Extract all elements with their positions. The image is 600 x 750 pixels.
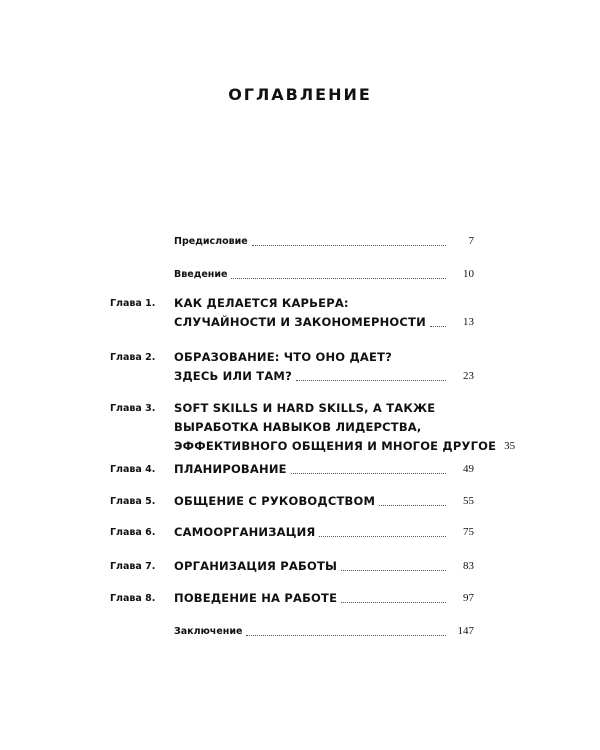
dot-leader bbox=[341, 569, 446, 571]
page-number: 55 bbox=[463, 495, 474, 507]
entry-last-line bbox=[174, 589, 474, 608]
page-number: 97 bbox=[463, 592, 474, 604]
entry-title-line: ПЛАНИРОВАНИЕ bbox=[174, 462, 287, 476]
chapter-number: Глава 3. bbox=[110, 403, 156, 414]
entry-title-line: SOFT SKILLS И HARD SKILLS, А ТАКЖЕ bbox=[174, 401, 436, 415]
entry-last-line bbox=[174, 437, 516, 456]
page-number: 147 bbox=[457, 625, 474, 637]
page-number: 13 bbox=[463, 316, 474, 328]
dot-leader bbox=[246, 634, 446, 636]
entry-body bbox=[174, 460, 474, 479]
chapter-number: Глава 2. bbox=[110, 352, 156, 363]
entry-body bbox=[174, 348, 474, 386]
entry-body bbox=[174, 523, 474, 542]
chapter-number: Глава 8. bbox=[110, 593, 156, 604]
chapter-number: Глава 6. bbox=[110, 527, 156, 538]
entry-title-line: ЭФФЕКТИВНОГО ОБЩЕНИЯ И МНОГОЕ ДРУГОЕ bbox=[174, 439, 497, 453]
entry-last-line bbox=[174, 492, 474, 511]
entry-body bbox=[174, 557, 474, 576]
entry-title-line: ОБЩЕНИЕ С РУКОВОДСТВОМ bbox=[174, 494, 376, 508]
dot-leader bbox=[296, 379, 446, 381]
entry-last-line bbox=[174, 367, 474, 386]
dot-leader bbox=[252, 244, 446, 246]
entry-last-line bbox=[174, 523, 474, 542]
entry-title-line: ПОВЕДЕНИЕ НА РАБОТЕ bbox=[174, 591, 338, 605]
entry-title-line: Заключение bbox=[174, 626, 243, 637]
entry-title-line: ОРГАНИЗАЦИЯ РАБОТЫ bbox=[174, 559, 338, 573]
entry-last-line bbox=[174, 460, 474, 479]
dot-leader bbox=[379, 504, 446, 506]
page-number: 35 bbox=[504, 440, 516, 452]
chapter-number: Глава 5. bbox=[110, 496, 156, 507]
entry-last-line bbox=[174, 265, 474, 284]
entry-title-line: ВЫРАБОТКА НАВЫКОВ ЛИДЕРСТВА, bbox=[174, 420, 422, 434]
page-number: 83 bbox=[463, 560, 474, 572]
chapter-number: Глава 4. bbox=[110, 464, 156, 475]
chapter-number: Глава 1. bbox=[110, 298, 156, 309]
entry-body bbox=[174, 232, 474, 251]
entry-title-line: ОБРАЗОВАНИЕ: ЧТО ОНО ДАЕТ? bbox=[174, 350, 393, 364]
dot-leader bbox=[231, 277, 446, 279]
entry-body bbox=[174, 622, 474, 641]
entry-body bbox=[174, 492, 474, 511]
entry-title-line: КАК ДЕЛАЕТСЯ КАРЬЕРА: bbox=[174, 296, 349, 310]
entry-body bbox=[174, 399, 516, 456]
entry-last-line bbox=[174, 232, 474, 251]
entry-body bbox=[174, 589, 474, 608]
page-number: 75 bbox=[463, 526, 474, 538]
entry-last-line bbox=[174, 313, 474, 332]
entry-title-line: Предисловие bbox=[174, 236, 248, 247]
dot-leader bbox=[319, 535, 446, 537]
dot-leader bbox=[341, 601, 446, 603]
entry-body bbox=[174, 265, 474, 284]
dot-leader bbox=[430, 325, 446, 327]
entry-body bbox=[174, 294, 474, 332]
entry-title-line: САМООРГАНИЗАЦИЯ bbox=[174, 525, 316, 539]
page-number: 10 bbox=[463, 268, 474, 280]
chapter-number: Глава 7. bbox=[110, 561, 156, 572]
entry-last-line bbox=[174, 557, 474, 576]
dot-leader bbox=[291, 472, 446, 474]
page-title: ОГЛАВЛЕНИЕ bbox=[228, 85, 372, 104]
page-number: 7 bbox=[468, 235, 474, 247]
entry-title-line: Введение bbox=[174, 269, 228, 280]
entry-title-line: ЗДЕСЬ ИЛИ ТАМ? bbox=[174, 369, 292, 383]
page-number: 49 bbox=[463, 463, 474, 475]
entry-last-line bbox=[174, 622, 474, 641]
page-number: 23 bbox=[463, 370, 474, 382]
entry-title-line: СЛУЧАЙНОСТИ И ЗАКОНОМЕРНОСТИ bbox=[174, 315, 426, 329]
